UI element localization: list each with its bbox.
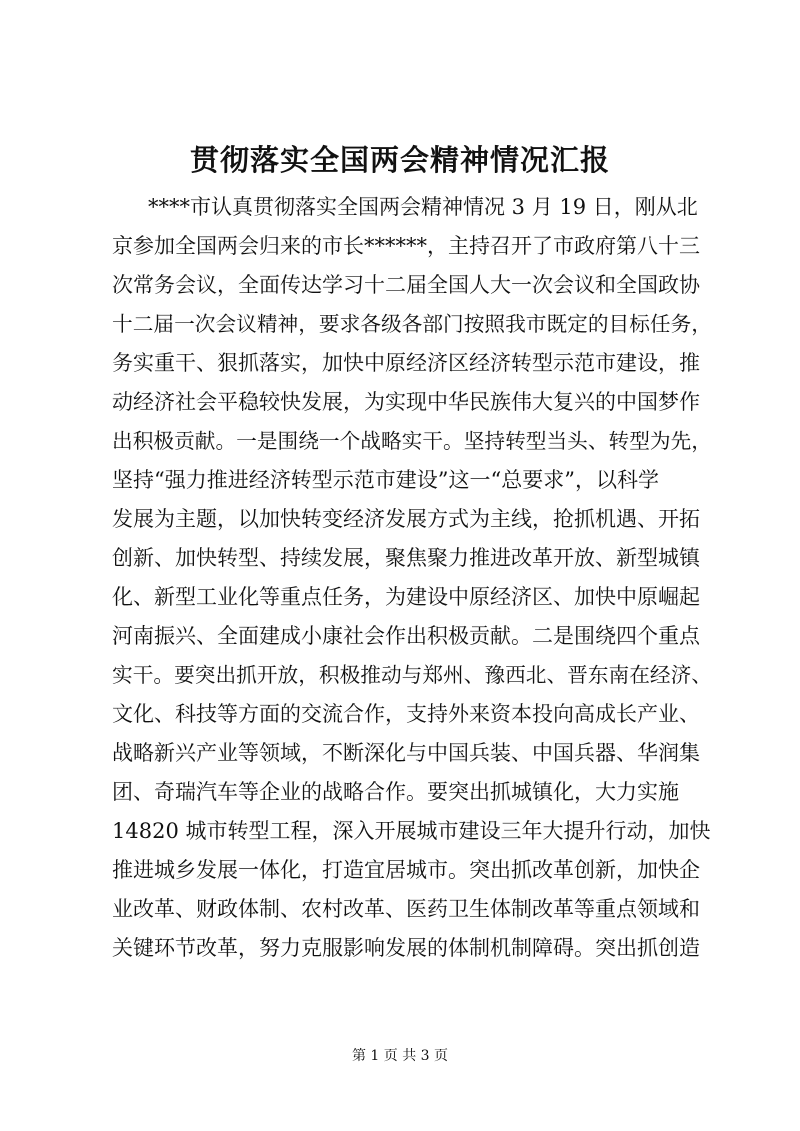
body-line: 团、奇瑞汽车等企业的战略合作。要突出抓城镇化，大力实施 [112, 780, 679, 804]
body-line: 实干。要突出抓开放，积极推动与郑州、豫西北、晋东南在经济、 [112, 663, 712, 687]
body-line: 次常务会议，全面传达学习十二届全国人大一次会议和全国政协 [112, 273, 700, 297]
body-line: 创新、加快转型、持续发展，聚焦聚力推进改革开放、新型城镇 [112, 546, 700, 570]
body-line: 出积极贡献。一是围绕一个战略实干。坚持转型当头、转型为先， [112, 429, 712, 453]
body-line: 推进城乡发展一体化，打造宜居城市。突出抓改革创新，加快企 [112, 858, 700, 882]
body-line: 战略新兴产业等领域，不断深化与中国兵装、中国兵器、华润集 [112, 741, 700, 765]
body-line: 十二届一次会议精神，要求各级各部门按照我市既定的目标任务， [112, 312, 712, 336]
body-line: 关键环节改革，努力克服影响发展的体制机制障碍。突出抓创造 [112, 936, 700, 960]
body-line: 河南振兴、全面建成小康社会作出积极贡献。二是围绕四个重点 [112, 624, 700, 648]
body-line: 发展为主题，以加快转变经济发展方式为主线，抢抓机遇、开拓 [112, 507, 700, 531]
body-line: 京参加全国两会归来的市长******，主持召开了市政府第八十三 [112, 234, 700, 258]
document-title: 贯彻落实全国两会精神情况汇报 [189, 143, 610, 177]
page-number-footer: 第 1 页 共 3 页 [351, 1048, 449, 1064]
body-line: 务实重干、狠抓落实，加快中原经济区经济转型示范市建设，推 [112, 351, 700, 375]
body-line: 文化、科技等方面的交流合作，支持外来资本投向高成长产业、 [112, 702, 700, 726]
body-line: 坚持“强力推进经济转型示范市建设”这一“总要求”，以科学 [112, 468, 659, 492]
body-line: 14820 城市转型工程，深入开展城市建设三年大提升行动，加快 [112, 819, 711, 843]
body-line: 业改革、财政体制、农村改革、医药卫生体制改革等重点领域和 [112, 897, 700, 921]
document-body [112, 188, 712, 968]
body-line: 化、新型工业化等重点任务，为建设中原经济区、加快中原崛起 [112, 585, 700, 609]
body-line: 动经济社会平稳较快发展，为实现中华民族伟大复兴的中国梦作 [112, 390, 700, 414]
body-line: ****市认真贯彻落实全国两会精神情况 3 月 19 日，刚从北 [148, 195, 698, 219]
